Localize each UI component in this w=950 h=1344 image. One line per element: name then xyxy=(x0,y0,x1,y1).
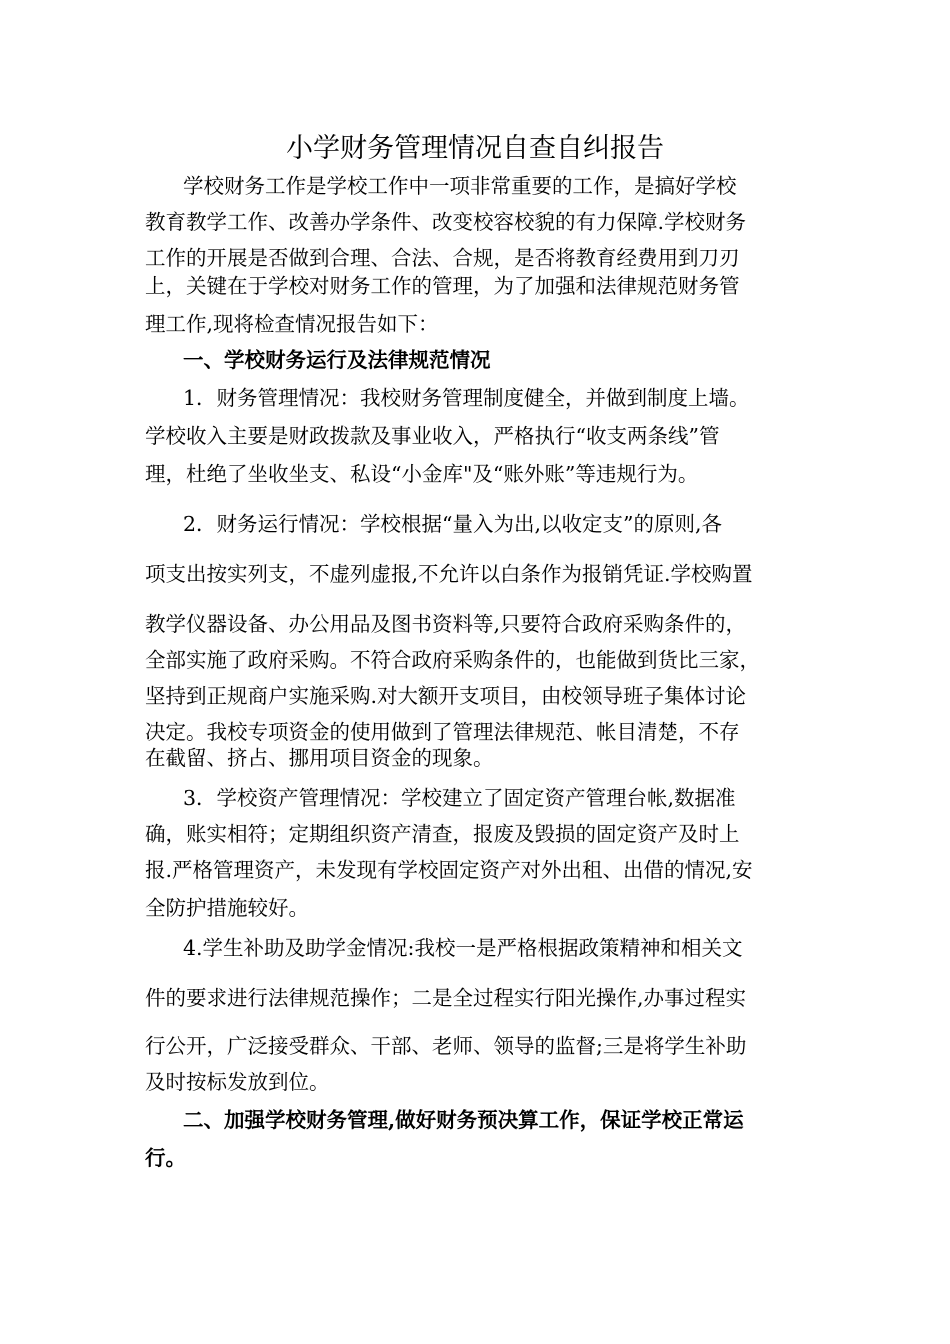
item-1-line-2: 学校收入主要是财政拨款及事业收入，严格执行“收支两条线”管 xyxy=(145,424,720,448)
section-heading-1: 一、学校财务运行及法律规范情况 xyxy=(183,348,491,372)
intro-line-4: 上，关键在于学校对财务工作的管理，为了加强和法律规范财务管 xyxy=(145,274,740,298)
item-4-line-1: 4.学生补助及助学金情况:我校一是严格根据政策精神和相关文 xyxy=(183,936,743,960)
item-3-line-1: 3．学校资产管理情况：学校建立了固定资产管理台帐,数据准 xyxy=(183,786,736,810)
item-2-line-3: 教学仪器设备、办公用品及图书资料等,只要符合政府采购条件的， xyxy=(145,612,747,636)
item-2-line-4: 全部实施了政府采购。不符合政府采购条件的，也能做到货比三家， xyxy=(145,648,760,672)
item-2-line-7: 在截留、挤占、挪用项目资金的现象。 xyxy=(145,746,494,770)
item-3-line-3: 报.严格管理资产，未发现有学校固定资产对外出租、出借的情况,安 xyxy=(145,858,753,882)
item-2-line-5: 坚持到正规商户实施采购.对大额开支项目，由校领导班子集体讨论 xyxy=(145,684,747,708)
intro-line-1: 学校财务工作是学校工作中一项非常重要的工作，是搞好学校 xyxy=(183,174,737,198)
item-2-line-2: 项支出按实列支，不虚列虚报,不允许以白条作为报销凭证.学校购置 xyxy=(145,562,753,586)
document-title: 小学财务管理情况自查自纠报告 xyxy=(286,133,664,164)
item-3-line-2: 确，账实相符；定期组织资产清查，报废及毁损的固定资产及时上 xyxy=(145,822,740,846)
item-3-line-4: 全防护措施较好。 xyxy=(145,896,309,920)
intro-line-5: 理工作,现将检查情况报告如下： xyxy=(145,312,439,336)
item-4-line-3: 行公开，广泛接受群众、干部、老师、领导的监督;三是将学生补助 xyxy=(145,1034,747,1058)
item-2-line-1: 2．财务运行情况：学校根据“量入为出,以收定支”的原则,各 xyxy=(183,512,723,536)
item-1-line-1: 1．财务管理情况：我校财务管理制度健全，并做到制度上墙。 xyxy=(183,386,750,410)
item-4-line-2: 件的要求进行法律规范操作；二是全过程实行阳光操作,办事过程实 xyxy=(145,986,747,1010)
item-2-line-6: 决定。我校专项资金的使用做到了管理法律规范、帐目清楚，不存 xyxy=(145,720,740,744)
section-heading-2-line-2: 行。 xyxy=(145,1146,186,1170)
intro-line-2: 教育教学工作、改善办学条件、改变校容校貌的有力保障.学校财务 xyxy=(145,210,747,234)
section-heading-2-line-1: 二、加强学校财务管理,做好财务预决算工作，保证学校正常运 xyxy=(183,1108,744,1132)
item-1-line-3: 理，杜绝了坐收坐支、私设“小金库"及“账外账”等违规行为。 xyxy=(145,462,699,486)
item-4-line-4: 及时按标发放到位。 xyxy=(145,1070,330,1094)
intro-line-3: 工作的开展是否做到合理、合法、合规，是否将教育经费用到刀刃 xyxy=(145,246,740,270)
